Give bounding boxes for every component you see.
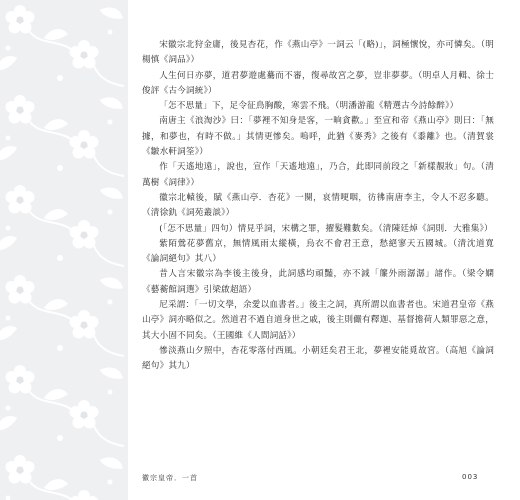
commentary-paragraph: 南唐主《浪淘沙》曰：「夢裡不知身是客，一晌貪歡。」至宣和帝《燕山亭》則曰：「無據，和夢也，有時不做。」其情更慘矣。嗚呼，此猶《麥秀》之後有《黍離》也。（清賀裳《皺水軒詞筌》） — [142, 116, 494, 158]
commentary-paragraph: 尼采謂：「一切文學，余愛以血書者。」後主之詞，真所謂以血書者也。宋道君皇帝《燕山亭》詞亦略似之。然道君不過自道身世之戚，後主則儼有釋迦、基督擔荷人類罪惡之意，其大小固不同矣。（王國維《人間詞話》） — [142, 300, 494, 341]
commentary-body — [142, 38, 494, 375]
commentary-paragraph: 人生何日亦夢，道君夢遊處驀而不審，復尋故宮之夢，豈非夢夢。（明卓人月輯、徐士俊評《古今詞統》） — [142, 70, 494, 96]
running-footer-section: 徽宗皇帝．一首 — [142, 474, 198, 482]
commentary-paragraph: 徽宗北轅後，賦《燕山亭．杏花》一闋，哀情哽咽，彷彿南唐李主，令人不忍多聽。（清徐釚《詞苑叢談》） — [142, 192, 494, 219]
floral-pattern-icon — [0, 0, 128, 500]
commentary-paragraph: 慘淡燕山夕照中，杏花零落付西風。小朝廷矣君王北，夢裡安能覓故宮。（高旭《論詞絕句》其九） — [142, 345, 494, 372]
decorative-sidebar — [0, 0, 128, 500]
commentary-paragraph: 昔人言宋徽宗為李後主後身，此詞感均頑豔，亦不減「簾外雨潺潺」諸作。（梁令嫻《藝蘅館詞選》引梁啟超語） — [142, 269, 494, 295]
commentary-paragraph: 紫陌鶯花夢舊京，無情風雨太縱橫，烏衣不會君王意，愁絕寥天五國城。（清沈道寬《論詞絕句》其八） — [142, 238, 494, 265]
page-number: 003 — [462, 473, 479, 481]
commentary-paragraph: 「怎不思量」下，足令征鳥胸酸，寒雲不飛。（明潘游龍《精選古今詩餘醉》） — [159, 101, 459, 112]
commentary-paragraph: (「怎不思量」四句）情見乎詞，宋構之罪，擢髮難數矣。（清陳廷焯《詞則．大雅集》） — [159, 223, 493, 234]
commentary-paragraph: 作「天遙地遠」，說也，宣作「天遙地遠」，乃合，此即同前段之「新樣靚妝」句。（清萬樹《詞律》） — [142, 162, 494, 188]
commentary-paragraph: 宋徽宗北狩金庸，後見杏花，作《燕山亭》一詞云「(略)」，詞極懷悅，亦可憐矣。（明楊慎《詞品》） — [142, 40, 494, 66]
